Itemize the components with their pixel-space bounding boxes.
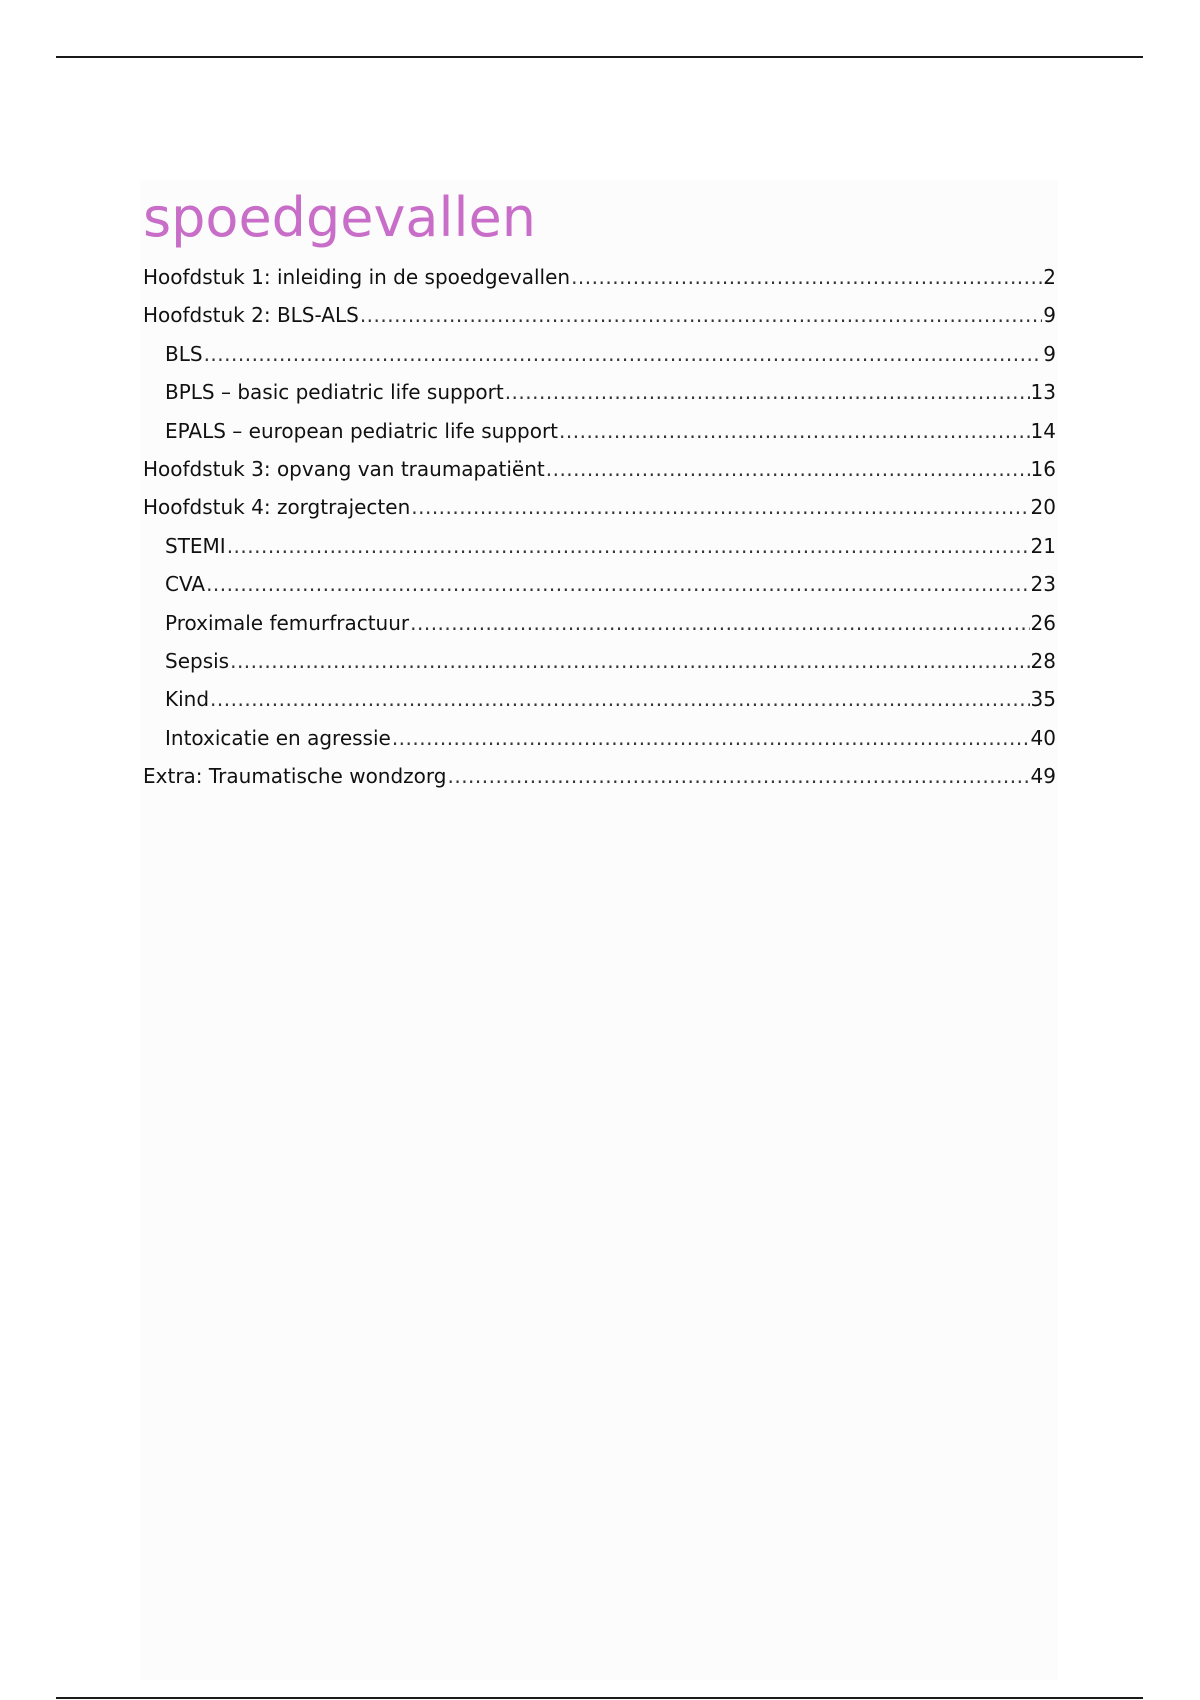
toc-page-number: 21	[1030, 533, 1056, 558]
toc-entry[interactable]	[143, 569, 1056, 607]
toc-page-number: 26	[1030, 610, 1056, 635]
toc-dot-leader	[230, 646, 1029, 676]
toc-entry-label: CVA	[165, 572, 206, 597]
toc-dot-leader	[210, 684, 1030, 714]
toc-dot-leader	[392, 723, 1030, 753]
toc-page-number: 16	[1030, 456, 1056, 481]
toc-page-number: 35	[1030, 687, 1056, 712]
toc-entry[interactable]	[143, 684, 1056, 722]
toc-dot-leader	[546, 454, 1030, 484]
toc-entry-label: BLS	[165, 341, 203, 366]
toc-entry[interactable]	[143, 646, 1056, 684]
toc-entry[interactable]	[143, 608, 1056, 646]
toc-dot-leader	[360, 300, 1042, 330]
toc-dot-leader	[505, 377, 1030, 407]
toc-entry[interactable]	[143, 454, 1056, 492]
toc-entry-label: Intoxicatie en agressie	[165, 725, 391, 750]
document-title: spoedgevallen	[143, 186, 536, 249]
toc-page-number: 49	[1030, 764, 1056, 789]
toc-entry-label: Hoofdstuk 1: inleiding in de spoedgevallen	[143, 265, 571, 289]
toc-entry[interactable]	[143, 262, 1056, 300]
toc-page-number: 2	[1043, 265, 1056, 289]
toc-entry-label: Hoofdstuk 2: BLS-ALS	[143, 303, 359, 328]
toc-page-number: 9	[1043, 341, 1056, 366]
toc-entry[interactable]	[143, 761, 1056, 799]
toc-entry[interactable]	[143, 492, 1056, 530]
toc-page-number: 9	[1043, 303, 1056, 328]
toc-dot-leader	[204, 339, 1043, 369]
toc-entry-label: Hoofdstuk 3: opvang van traumapatiënt	[143, 456, 545, 481]
toc-entry-label: EPALS – european pediatric life support	[165, 418, 559, 443]
toc-entry-label: BPLS – basic pediatric life support	[165, 380, 504, 405]
toc-entry-label: Extra: Traumatische wondzorg	[143, 764, 447, 789]
toc-entry[interactable]	[143, 416, 1056, 454]
toc-entry-label: Kind	[165, 687, 210, 712]
toc-dot-leader	[559, 416, 1030, 446]
toc-entry-label: Hoofdstuk 4: zorgtrajecten	[143, 495, 411, 520]
toc-page-number: 28	[1030, 648, 1056, 673]
toc-entry-label: Proximale femurfractuur	[165, 610, 410, 635]
toc-dot-leader	[571, 262, 1042, 292]
toc-dot-leader	[447, 761, 1029, 791]
toc-entry-label: Sepsis	[165, 648, 230, 673]
toc-entry-label: STEMI	[165, 533, 226, 558]
toc-entry[interactable]	[143, 531, 1056, 569]
toc-dot-leader	[206, 569, 1029, 599]
toc-page-number: 14	[1030, 418, 1056, 443]
toc-entry[interactable]	[143, 339, 1056, 377]
toc-page-number: 23	[1030, 572, 1056, 597]
toc-page-number: 13	[1030, 380, 1056, 405]
table-of-contents	[143, 262, 1056, 799]
footer-rule	[56, 1697, 1143, 1699]
toc-dot-leader	[227, 531, 1030, 561]
toc-page-number: 40	[1030, 725, 1056, 750]
toc-dot-leader	[411, 492, 1029, 522]
toc-entry[interactable]	[143, 377, 1056, 415]
toc-entry[interactable]	[143, 723, 1056, 761]
toc-dot-leader	[410, 608, 1029, 638]
toc-entry[interactable]	[143, 300, 1056, 338]
header-rule	[56, 56, 1143, 58]
toc-page-number: 20	[1030, 495, 1056, 520]
